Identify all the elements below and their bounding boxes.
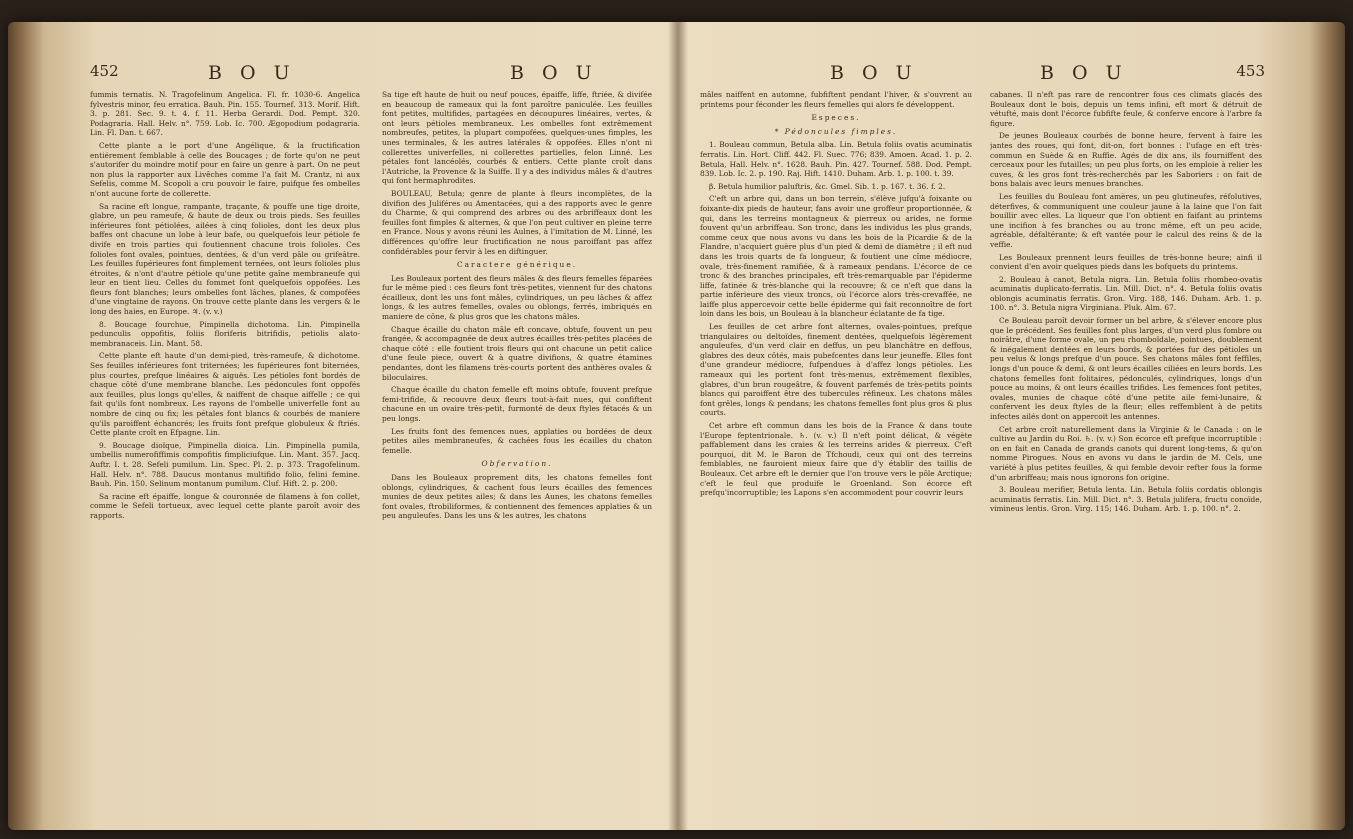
paragraph: Sa racine eft épaiffe, longue & couronnée de filamens à fon collet, comme le Sefeli tortueux, avec lequel cette plante paroît avoir des rapports. (90, 491, 360, 520)
right-page-header (700, 62, 1285, 86)
running-head: B O U (510, 62, 598, 84)
left-page (90, 62, 665, 820)
page-number: 453 (1236, 62, 1265, 80)
paragraph: 9. Boucage dioïque, Pimpinella dioica. Lin. Pimpinella pumila, umbellis numerofiffimis compofitis fimpliciufque. Lin. Mant. 357. Jacq. Auftr. I. t. 28. Sefeli pumilum. Lin. Spec. Pl. 2. p. 373. Tragofelinum. Hall. Helv. n°. 788. Daucus montanus multifido folio, felini femine. Bauh. Pin. 150. Selinum montanum pumilum. Cluf. Hift. 2. p. 200. (90, 440, 360, 489)
paragraph: Chaque écaille du chaton mâle eft concave, obtufe, fouvent un peu frangée, & accompagnée de deux autres écailles très-petites placées de chaque côté : elle foutient trois fleurs qui ont chacune un petit calice d'une feule piece, ouvert & à quatre divifions, & quatre étamines pendantes, dont les filamens très-courts portent des anthères ovales & biloculaires. (382, 324, 652, 382)
paragraph: BOULEAU, Betula; genre de plante à fleurs incomplètes, de la divifion des Juliféres ou Amentacées, qui a des rapports avec le genre du Charme, & qui comprend des arbres ou des arbriffeaux dont les feuilles font fimples & alternes, & que l'on peut cultiver en pleine terre en France. Nous y avons réuni les Aulnes, à l'imitation de M. Linné, les différences qu'offre leur fructification ne nous paroiffant pas affez confidérables pour fervir à les en diftinguer. (382, 188, 652, 256)
paragraph: Les feuilles de cet arbre font alternes, ovales-pointues, prefque triangulaires ou deltoïdes, finement dentées, quelquefois légèrement anguleufes, d'un verd clair en deffus, un peu blanchâtre en deffous, glabres des deux côtés, mais pubefcentes dans leur jeuneffe. Elles font d'une grandeur médiocre, fufpendues à d'affez longs pétioles. Les rameaux qui les portent font très-menus, extrêmement flexibles, glabres, d'un brun rougeâtre, & fouvent parfemés de très-petits points blancs qui paroiffent être des tubercules réfineux. Les chatons mâles font grêles, longs & pendans; les chatons femelles font plus gros & plus courts. (700, 322, 972, 418)
paragraph: Sa tige eft haute de huit ou neuf pouces, épaiffe, liffe, ftriée, & divifée en beaucoup de rameaux qui la font paroître paniculée. Les feuilles font petites, multifides, partagées en découpures linéaires, vertes, & ont leurs pétioles membraneux. Les ombelles font extrêmement nombreufes, petites, la plupart compofées, quelques-unes fimples, les unes terminales, & les autres latérales & oppofées. Elles n'ont ni collerettes univerfelles, ni collerettes partielles, felon Linné. Les pétales font lancéolés, courbés & entiers. Cette plante croît dans l'Autriche, la Provence & la Suiffe. Il y a des individus mâles & d'autres qui font hermaphrodites. (382, 90, 652, 186)
paragraph: cabanes. Il n'eft pas rare de rencontrer fous ces climats glacés des Bouleaux dont le bois, depuis un tems infini, eft mort & détruit de vétufté, mais dont l'écorce fubfifte feule, & conferve encore à l'arbre fa figure. (990, 90, 1262, 128)
paragraph: Cet arbre croît naturellement dans la Virginie & le Canada : on le cultive au Jardin du Roi. ♄. (v. v.) Son écorce eft prefque incorruptible : on en fait en Canada de grands canots qui durent long-tems, & qu'on nomme Pirogues. Nous en avons vu dans le jardin de M. Cels, une variété à plus petites feuilles, & qui femble devoir refter fous la forme d'un arbriffeau; mais nous ignorons fon origine. (990, 424, 1262, 482)
section-heading: Especes. (811, 113, 861, 123)
text-column-right (382, 90, 652, 820)
paragraph: Chaque écaille du chaton femelle eft moins obtufe, fouvent prefque femi-trifide, & recouvre deux fleurs tout-à-fait nues, qui confiftent chacune en un ovaire très-petit, furmonté de deux ftyles fétacés & un peu longs. (382, 385, 652, 423)
paragraph: 3. Bouleau merifier, Betula lenta. Lin. Betula foliis cordatis oblongis acuminatis ferratis. Lin. Mill. Dict. n°. 3. Betula julifera, fructu conoïde, vimineus lentis. Gron. Virg. 115; 146. Duham. Arb. 1. p. 100. n°. 2. (990, 485, 1262, 514)
running-head: B O U (208, 62, 296, 84)
text-column-right (990, 90, 1262, 820)
paragraph: 8. Boucage fourchue, Pimpinella dichotoma. Lin. Pimpinella pedunculis oppofitis, foliis floriferis bitrifidis, petiolis alato-membranaceis. Lin. Mant. 58. (90, 319, 360, 348)
paragraph: C'eft un arbre qui, dans un bon terrein, s'élève jufqu'à foixante ou foixante-dix pieds de hauteur, fans avoir une groffeur proportionnée, & qui, dans les terreins montagneux & pierreux ou arides, ne forme fouvent qu'un arbriffeau. Son tronc, dans les individus les plus grands, comme ceux que nous avons vu dans les bois de la Picardie & de la Flandre, n'acquiert guère plus d'un pied & demi de diamètre ; il eft nud dans les trois quarts de fa longueur, & foutient une cîme médiocre, ovale, très-finement ramifiée, & à rameaux pendans. L'écorce de ce tronc & des branches principales, eft très-remarquable par l'épiderme liffe, fatinée & très-blanche qui la recouvre; & ce n'eft que dans la partie inférieure des vieux troncs, où l'écorce alors très-crevaffée, ne laiffe plus appercevoir cette belle épiderme qui fait reconnoître de fort loin dans les bois, un Bouleau à la blancheur éclatante de fa tige. (700, 194, 972, 319)
paragraph: Cette plante a le port d'une Angélique, & la fructification entiérement femblable à celle des Boucages ; de forte qu'on ne peut s'autorifer du moindre motif pour en faire un genre à part. On ne peut non plus la rapporter aux Livêches comme l'a fait M. Crantz, ni aux Sefelis, comme M. Scopoli a cru pouvoir le faire, puifque fes ombelles n'ont aucune forte de collerette. (90, 140, 360, 198)
paragraph: Ce Bouleau paroît devoir former un bel arbre, & s'élever encore plus que le précédent. Ses feuilles font plus larges, d'un verd plus fombre ou noirâtre, d'une forme ovale, un peu rhomboïdale, pointues, doublement & inégalement dentées en leurs bords, & portées fur des pétioles un peu velus & longs prefque d'un pouce. Ses chatons mâles font feffiles, longs d'un pouce & demi, & ont leurs écailles ciliées en leurs bords. Les chatons femelles font folitaires, pédonculés, cylindriques, longs d'un pouce au moins, & ont leurs écailles trifides. Les femences font petites, ovales, munies de chaque côté d'une petite aile femi-lunaire, & confervent les deux ftyles de la fleur; elles reffemblent à de petits infectes ailés dont on appercoit les antennes. (990, 316, 1262, 421)
section-heading: * Pédoncules fimples. (774, 126, 898, 136)
running-head: B O U (1040, 62, 1128, 84)
running-head: B O U (830, 62, 918, 84)
paragraph: Les Bouleaux portent des fleurs mâles & des fleurs femelles féparées fur le même pied : ces fleurs font très-petites, viennent fur des chatons écailleux, dont les uns font mâles, cylindriques, un peu lâches & affez longs, & les autres femelles, ovales ou oblongs, ferrés, imbriqués en maniere de cône, & plus gros que les chatons mâles. (382, 273, 652, 322)
section-heading: Obfervation. (481, 459, 553, 469)
page-number: 452 (90, 62, 119, 80)
paragraph: Cet arbre eft commun dans les bois de la France & dans toute l'Europe feptentrionale. ♄. (v. v.) Il n'eft point délicat, & végète paffablement dans les craies & les terreins arides & pierreux. C'eft pourquoi, dit M. le Baron de Tfchoudi, ceux qui ont des terreins femblables, ne fauroient mieux faire que d'y établir des taillis de Bouleaux. Cet arbre eft le dernier que l'on trouve vers le pôle Arctique; c'eft le feul que produife le Groenland. Son écorce eft prefqu'incorruptible; les Lapons s'en accommodent pour couvrir leurs (700, 421, 972, 498)
paragraph: Les fruits font des femences nues, applaties ou bordées de deux petites ailes membraneufes, & cachées fous les écailles du chaton femelle. (382, 426, 652, 455)
paragraph: mâles naiffent en automne, fubfiftent pendant l'hiver, & s'ouvrent au printems pour féconder les fleurs femelles qui alors fe développent. (700, 90, 972, 109)
paragraph: 1. Bouleau commun, Betula alba. Lin. Betula foliis ovatis acuminatis ferratis. Lin. Hort. Cliff. 442. Fl. Suec. 776; 839. Amoen. Acad. 1. p. 2. Betula, Hall. Helv. n°. 1628. Bauh. Pin. 427. Tournef. 588. Dod. Pempt. 839. Lob. Ic. 2. p. 190. Raj. Hift. 1410. Duham. Arb. 1. p. 100. t. 39. (700, 140, 972, 179)
left-page-header (90, 62, 665, 86)
paragraph: Dans les Bouleaux proprement dits, les chatons femelles font oblongs, cylindriques, & cachent fous leurs écailles des femences munies de deux petites ailes; & dans les Aunes, les chatons femelles font ovales, ftrobiliformes, & contiennent des femences applaties & un peu anguleufes. Dans les uns & les autres, les chatons (382, 472, 652, 521)
section-heading: Caractere générique. (456, 260, 578, 270)
paragraph: Les Bouleaux prennent leurs feuilles de très-bonne heure; ainfi il convient d'en avoir quelques pieds dans les bofquets du printems. (990, 252, 1262, 272)
paragraph: Les feuilles du Bouleau font amères, un peu glutineufes, réfolutives, déterfives, & communiquent une couleur jaune à la laine que l'on fait bouillir avec elles. La liqueur que l'on obtient en faifant au printems une incifion à fes branches ou au tronc même, eft un peu acide, agréable, défaltérante; & eft vantée pour le calcul des reins & de la veffie. (990, 191, 1262, 249)
text-column-left (700, 90, 972, 820)
paragraph: De jeunes Bouleaux courbés de bonne heure, fervent à faire les jantes des roues, qui font, dit-on, fort bonnes : l'ufage en eft très-commun en Suède & en Ruffie. Agés de dix ans, ils fourniffent des cerceaux pour les futailles; un peu plus forts, on les emploie à relier les cuves, & les gros font très-recherchés par les Saboriers : on fait de bons balais avec leurs menues branches. (990, 131, 1262, 189)
right-page (700, 62, 1285, 820)
paragraph: Sa racine eft longue, rampante, traçante, & pouffe une tige droite, glabre, un peu rameufe, & haute de deux ou trois pieds. Ses feuilles inférieures font pétiolées, ailées à cinq folioles, dont les deux plus baffes ont chacune un lobe à leur bafe, ou quelquefois leur pétiole fe divife en trois parties qui foutiennent chacune trois folioles. Ces folioles font ovales, pointues, dentées, & d'un verd pâle ou grifeâtre. Les feuilles fupérieures font fimplement ternées, ont leurs folioles plus étroites, & n'ont d'autre pétiole qu'une petite gaîne membraneufe qui leur en tient lieu. Celles du fommet font quelquefois oppofées. Les fleurs font blanches; leurs ombelles font lâches, planes, & compofées d'une vingtaine de rayons. On trouve cette plante dans les vergers & le long des haies, en Europe. ♃. (v. v.) (90, 201, 360, 317)
book-gutter (668, 22, 688, 830)
paragraph: 2. Bouleau à canot, Betula nigra. Lin. Betula foliis rhombeo-ovatis acuminatis duplicato-ferratis. Lin. Mill. Dict. n°. 4. Betula foliis ovatis oblongis acuminatis ferratis. Gron. Virg. 188, 146. Duham. Arb. 1. p. 100. n°. 3. Betula nigra Virginiana. Pluk. Alm. 67. (990, 274, 1262, 313)
text-column-left (90, 90, 360, 820)
paragraph: Cette plante eft haute d'un demi-pied, très-rameufe, & dichotome. Ses feuilles inférieures font triternées; les fupérieures font biternées, plus courtes, prefque linéaires & aiguës. Les pétioles font bordés de chaque côté d'une membrane blanche. Les pédoncules font oppofés aux feuilles, plus longs qu'elles, & naiffent de chaque aiffelle ; ce qui fait qu'ils font nombreux. Les rayons de l'ombelle univerfelle font au nombre de cinq ou fix; les pétales font blancs & courbés de maniere qu'ils paroiffent échancrés; les fruits font prefque globuleux & ftriés. Cette plante croît en Efpagne. Lin. (90, 351, 360, 438)
paragraph: β. Betula humilior paluftris, &c. Gmel. Sib. 1. p. 167. t. 36. f. 2. (709, 181, 946, 191)
paragraph: fummis ternatis. N. Tragofelinum Angelica. Fl. fr. 1030-6. Angelica fylvestris minor, feu erratica. Bauh. Pin. 155. Tournef. 313. Morif. Hift. 3. p. 281. Sec. 9. t. 4. f. 11. Herba Gerardi. Dod. Pempt. 320. Podagraria. Hall. Helv. n°. 759. Lob. Ic. 700. Ægopodium podagraria. Lin. Fl. Dan. t. 667. (90, 90, 360, 138)
